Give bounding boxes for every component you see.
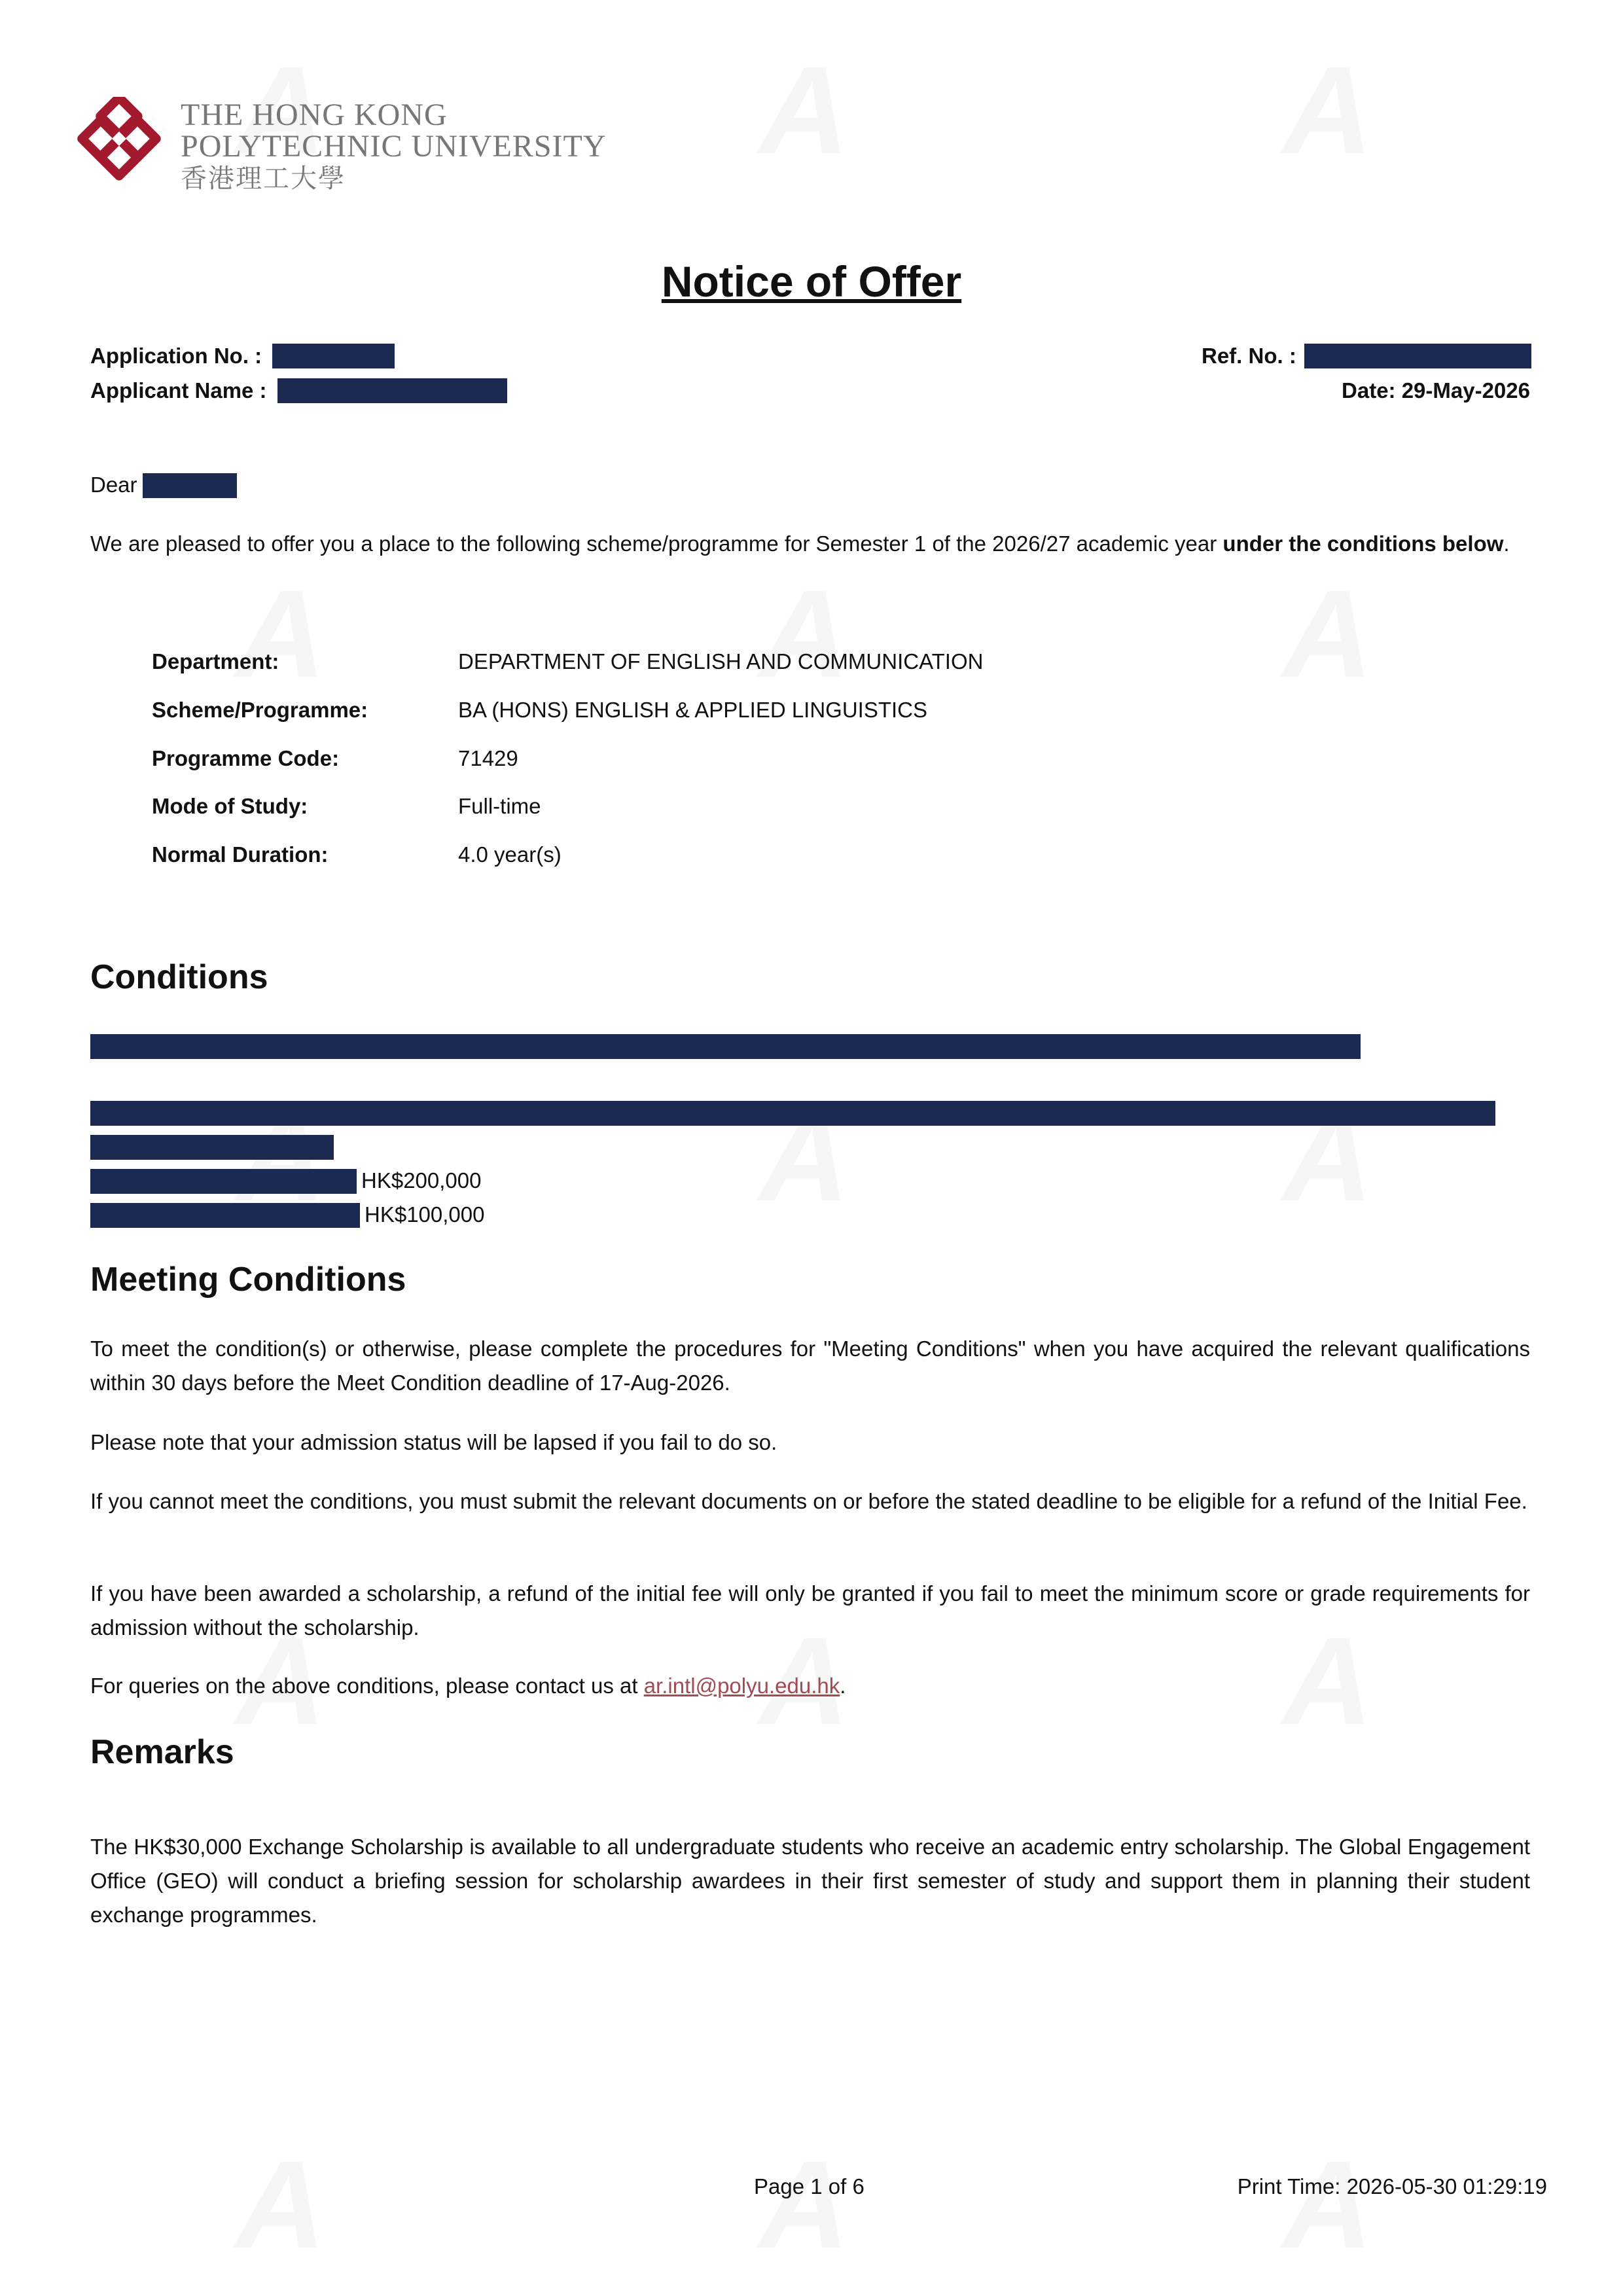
- contact-paragraph: [90, 1669, 1530, 1703]
- detail-value-code: 71429: [458, 746, 518, 770]
- redacted-ref-no: [1304, 344, 1531, 368]
- offer-date: Date: 29-May-2026: [1342, 378, 1530, 403]
- redacted-condition-line: [90, 1135, 334, 1160]
- watermark: [236, 2134, 325, 2276]
- detail-value-duration: 4.0 year(s): [458, 842, 562, 867]
- watermark: [1283, 563, 1372, 706]
- conditions-heading: Conditions: [90, 958, 268, 996]
- redacted-condition-line: [90, 1034, 1361, 1059]
- print-time: Print Time: 2026-05-30 01:29:19: [1237, 2174, 1547, 2198]
- redacted-recipient-name: [143, 473, 237, 498]
- university-name-chinese: 香港理工大學: [181, 164, 346, 194]
- redacted-condition-line: [90, 1203, 360, 1228]
- salutation: Dear: [90, 473, 137, 497]
- applicant-name-label: Applicant Name :: [90, 378, 267, 403]
- watermark: [759, 39, 849, 182]
- application-no-label: Application No. :: [90, 344, 262, 368]
- watermark: [236, 563, 325, 706]
- intro-end: .: [1503, 531, 1510, 556]
- contact-email-link[interactable]: ar.intl@polyu.edu.hk: [643, 1674, 840, 1698]
- intro-text: We are pleased to offer you a place to the following scheme/programme for Semester 1 of the 2026/27 academic year: [90, 531, 1223, 556]
- meeting-conditions-paragraph: Please note that your admission status will be lapsed if you fail to do so.: [90, 1430, 777, 1454]
- meeting-conditions-paragraph: To meet the condition(s) or otherwise, please complete the procedures for "Meeting Conditions" when you have acquired the relevant qualifications within 30 days before the Meet Condition deadline of 17-Aug-2026.: [90, 1336, 1530, 1395]
- meeting-conditions-heading: Meeting Conditions: [90, 1261, 406, 1299]
- detail-label-code: Programme Code:: [152, 746, 340, 770]
- university-logo: [77, 97, 607, 202]
- ref-no-label: Ref. No. :: [1202, 344, 1296, 368]
- remarks-paragraph: The HK$30,000 Exchange Scholarship is available to all undergraduate students who receive an academic entry scholarship. The Global Engagement Office (GEO) will conduct a briefing session for scholarship awardees in their first semester of study and support them in planning their student exchange programmes.: [90, 1835, 1530, 1927]
- detail-label-department: Department:: [152, 649, 279, 673]
- meeting-conditions-paragraph: If you have been awarded a scholarship, a refund of the initial fee will only be granted if you fail to meet the minimum score or grade requirements for admission without the scholarship.: [90, 1581, 1530, 1640]
- detail-label-mode: Mode of Study:: [152, 794, 308, 818]
- redacted-applicant-name: [277, 378, 507, 403]
- meeting-conditions-paragraph: If you cannot meet the conditions, you must submit the relevant documents on or before the stated deadline to be eligible for a refund of the Initial Fee.: [90, 1489, 1527, 1513]
- university-name-line1: THE HONG KONG: [181, 98, 448, 132]
- redacted-condition-line: [90, 1101, 1495, 1126]
- watermark: [759, 563, 849, 706]
- document-title: Notice of Offer: [661, 257, 962, 306]
- condition-amount: HK$100,000: [365, 1202, 485, 1227]
- contact-text-end: .: [840, 1674, 846, 1698]
- intro-paragraph: [90, 527, 1530, 561]
- contact-text: For queries on the above conditions, please contact us at: [90, 1674, 644, 1698]
- detail-value-scheme: BA (HONS) ENGLISH & APPLIED LINGUISTICS: [458, 698, 928, 722]
- detail-label-duration: Normal Duration:: [152, 842, 329, 867]
- detail-value-department: DEPARTMENT OF ENGLISH AND COMMUNICATION: [458, 649, 984, 673]
- redacted-application-no: [272, 344, 395, 368]
- remarks-heading: Remarks: [90, 1733, 234, 1771]
- watermark: [1283, 2134, 1372, 2276]
- redacted-condition-line: [90, 1169, 357, 1194]
- university-name-line2: POLYTECHNIC UNIVERSITY: [181, 129, 607, 164]
- detail-value-mode: Full-time: [458, 794, 541, 818]
- watermark: [1283, 39, 1372, 182]
- intro-bold: under the conditions below: [1222, 531, 1504, 556]
- detail-label-scheme: Scheme/Programme:: [152, 698, 368, 722]
- polyu-emblem-icon: [77, 97, 179, 199]
- condition-amount: HK$200,000: [361, 1168, 482, 1193]
- watermark: [759, 2134, 849, 2276]
- page-number: Page 1 of 6: [754, 2174, 865, 2198]
